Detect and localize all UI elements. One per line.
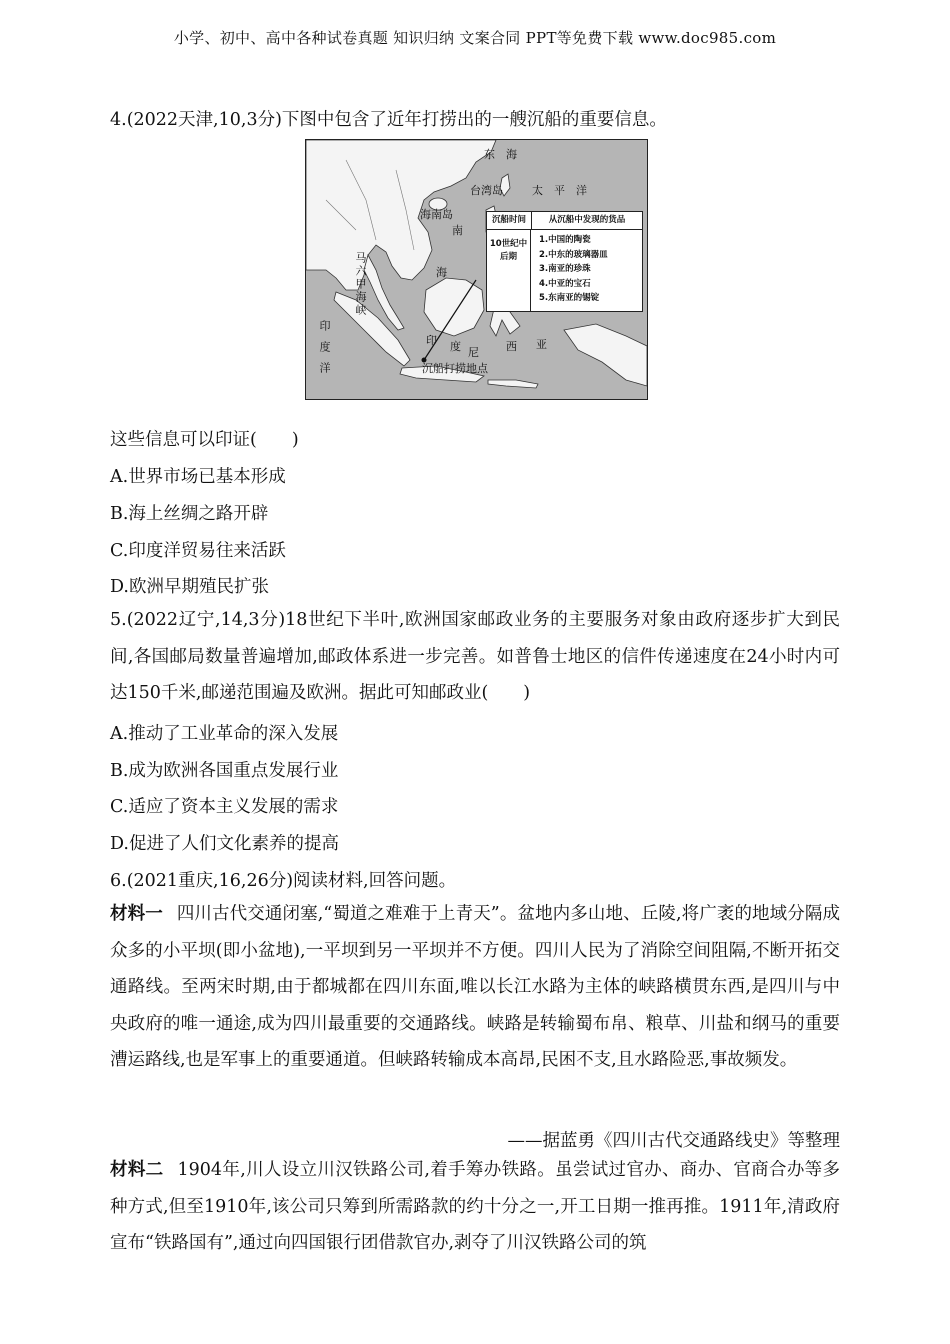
label-hai: 海 (436, 266, 447, 279)
material-one-label: 材料一 (110, 904, 163, 924)
q4-prompt: 这些信息可以印证( ) (110, 430, 299, 450)
q4-option-d: D.欧洲早期殖民扩张 (110, 577, 269, 597)
label-east-sea: 东 海 (484, 148, 517, 161)
q5-option-b: B.成为欧洲各国重点发展行业 (110, 761, 339, 781)
goods-item: 3.南亚的珍珠 (539, 264, 591, 274)
q5-option-c: C.适应了资本主义发展的需求 (110, 797, 339, 817)
q5-stem: 5.(2022辽宁,14,3分)18世纪下半叶,欧洲国家邮政业务的主要服务对象由政府逐步扩大到民间,各国邮局数量普遍增加,邮政体系进一步完善。如普鲁士地区的信件传递速度在24小时内可达150千米,邮递范围遍及欧洲。据此可知邮政业( ) (110, 610, 840, 704)
q4-option-c: C.印度洋贸易往来活跃 (110, 541, 286, 561)
q6-stem: 6.(2021重庆,16,26分)阅读材料,回答问题。 (110, 871, 457, 891)
goods-item: 5.东南亚的锡锭 (539, 293, 600, 303)
table-cell-time: 10世纪中后期 (487, 230, 531, 311)
label-indian-ocean: 印度洋 (318, 320, 331, 383)
label-pacific: 太 平 洋 (532, 184, 587, 197)
q4-option-b: B.海上丝绸之路开辟 (110, 504, 269, 524)
material-one-source: ——据蓝勇《四川古代交通路线史》等整理 (507, 1131, 840, 1151)
label-indonesia-1: 印 (426, 334, 437, 347)
table-header-time: 沉船时间 (487, 212, 532, 230)
goods-item: 2.中东的玻璃器皿 (539, 249, 608, 260)
table-header-goods: 从沉船中发现的货品 (532, 212, 642, 230)
material-two (110, 1152, 840, 1262)
label-indonesia-4: 西 (506, 340, 517, 353)
material-one-text: 四川古代交通闭塞,“蜀道之难难于上青天”。盆地内多山地、丘陵,将广袤的地域分隔成众多的小平坝(即小盆地),一平坝到另一平坝并不方便。四川人民为了消除空间阻隔,不断开拓交通路线。至两宋时期,由于都城都在四川东面,唯以长江水路为主体的峡路横贯东西,是四川与中央政府的唯一通途,成为四川最重要的交通路线。峡路是转输蜀布帛、粮草、川盐和纲马的重要漕运路线,也是军事上的重要通道。但峡路转输成本高昂,民困不支,且水路险恶,事故频发。 (110, 904, 840, 1071)
label-indonesia-2: 度 (450, 340, 461, 353)
label-taiwan: 台湾岛 (470, 184, 503, 197)
q5-option-a: A.推动了工业革命的深入发展 (110, 724, 339, 744)
wreck-goods-table (486, 211, 643, 312)
label-hainan: 海南岛 (420, 208, 453, 221)
label-indonesia-5: 亚 (536, 338, 547, 351)
southeast-asia-map (305, 139, 648, 400)
goods-item: 1.中国的陶瓷 (539, 235, 591, 245)
material-two-text: 1904年,川人设立川汉铁路公司,着手筹办铁路。虽尝试过官办、商办、官商合办等多种方式,但至1910年,该公司只筹到所需路款的约十分之一,开工日期一推再推。1911年,清政府宣布“铁路国有”,通过向四国银行团借款官办,剥夺了川汉铁路公司的筑 (110, 1160, 841, 1254)
table-cell-goods (539, 233, 608, 306)
q4-stem: 4.(2022天津,10,3分)下图中包含了近年打捞出的一艘沉船的重要信息。 (110, 110, 667, 130)
label-nan: 南 (452, 224, 463, 237)
label-wreck-site: 沉船打捞地点 (422, 362, 488, 375)
q5-option-d: D.促进了人们文化素养的提高 (110, 834, 339, 854)
label-indonesia-3: 尼 (468, 346, 479, 359)
material-one (110, 896, 840, 1079)
goods-item: 4.中亚的宝石 (539, 278, 591, 289)
material-two-label: 材料二 (110, 1160, 164, 1180)
label-malacca: 马六甲海峡 (354, 252, 367, 317)
page-header: 小学、初中、高中各种试卷真题 知识归纳 文案合同 PPT等免费下载 www.doc985.com (173, 29, 777, 47)
q4-option-a: A.世界市场已基本形成 (110, 467, 286, 487)
